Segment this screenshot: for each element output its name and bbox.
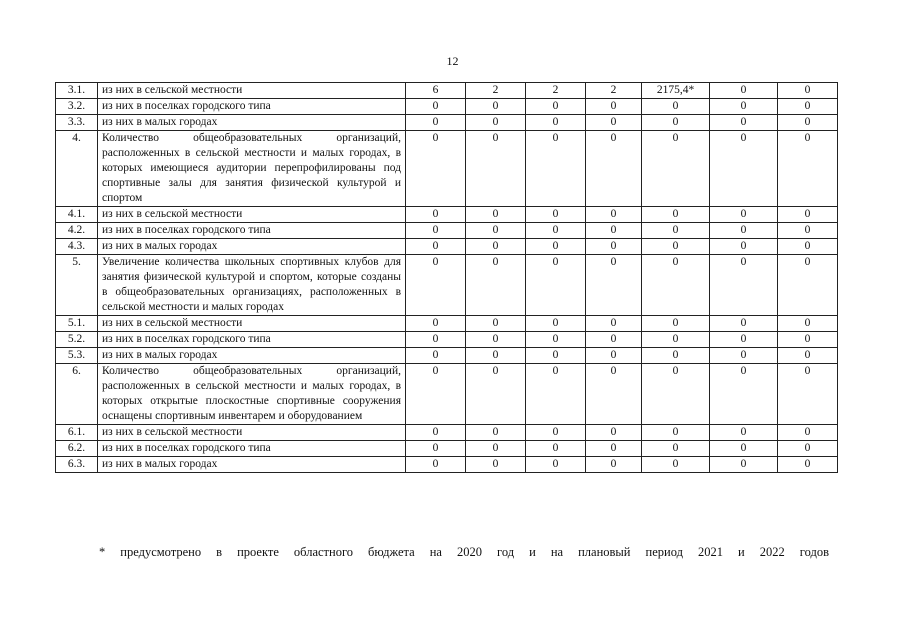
row-indicator-text: из них в малых городах	[98, 457, 406, 473]
row-value-cell: 0	[466, 239, 526, 255]
row-value-cell: 0	[778, 223, 838, 239]
row-number: 6.3.	[56, 457, 98, 473]
row-number: 6.2.	[56, 441, 98, 457]
table-row	[56, 239, 838, 255]
row-value-cell: 0	[778, 255, 838, 316]
row-value-cell: 0	[526, 255, 586, 316]
row-value-cell: 0	[466, 223, 526, 239]
table-body	[56, 83, 838, 473]
row-value-cell: 0	[778, 425, 838, 441]
row-indicator-text: из них в сельской местности	[98, 316, 406, 332]
row-value-cell: 0	[526, 425, 586, 441]
row-indicator-text: из них в малых городах	[98, 115, 406, 131]
row-value-cell: 0	[466, 441, 526, 457]
row-indicator-text: из них в малых городах	[98, 348, 406, 364]
row-value-cell: 0	[710, 348, 778, 364]
row-value-cell: 0	[642, 223, 710, 239]
row-value-cell: 0	[586, 131, 642, 207]
row-value-cell: 0	[710, 441, 778, 457]
row-value-cell: 0	[710, 207, 778, 223]
table-row	[56, 255, 838, 316]
row-value-cell: 0	[526, 223, 586, 239]
row-indicator-text: из них в поселках городского типа	[98, 441, 406, 457]
row-value-cell: 2175,4*	[642, 83, 710, 99]
row-value-cell: 0	[406, 223, 466, 239]
row-indicator-text: Количество общеобразовательных организаций, расположенных в сельской местности и малых городах, в которых имеющиеся аудитории перепрофилированы под спортивные залы для занятия физической культурой и спортом	[98, 131, 406, 207]
row-value-cell: 0	[778, 441, 838, 457]
row-value-cell: 0	[586, 441, 642, 457]
row-value-cell: 0	[642, 425, 710, 441]
row-value-cell: 0	[526, 316, 586, 332]
row-value-cell: 0	[586, 425, 642, 441]
row-value-cell: 0	[710, 83, 778, 99]
table-row	[56, 457, 838, 473]
row-number: 6.1.	[56, 425, 98, 441]
row-value-cell: 2	[526, 83, 586, 99]
row-value-cell: 0	[406, 332, 466, 348]
row-value-cell: 0	[466, 425, 526, 441]
row-value-cell: 0	[466, 332, 526, 348]
row-value-cell: 0	[406, 115, 466, 131]
row-value-cell: 0	[586, 223, 642, 239]
table-row	[56, 99, 838, 115]
table-row	[56, 83, 838, 99]
row-value-cell: 0	[466, 99, 526, 115]
row-indicator-text: Увеличение количества школьных спортивных клубов для занятия физической культурой и спортом, которые созданы в общеобразовательных организациях, расположенных в сельской местности и малых городах	[98, 255, 406, 316]
row-value-cell: 0	[586, 364, 642, 425]
row-value-cell: 0	[466, 348, 526, 364]
row-value-cell: 0	[778, 83, 838, 99]
row-value-cell: 2	[466, 83, 526, 99]
row-value-cell: 0	[466, 457, 526, 473]
row-value-cell: 0	[406, 348, 466, 364]
row-value-cell: 0	[642, 316, 710, 332]
row-value-cell: 0	[642, 441, 710, 457]
table-row	[56, 364, 838, 425]
row-value-cell: 0	[642, 457, 710, 473]
row-value-cell: 0	[710, 99, 778, 115]
row-value-cell: 0	[642, 207, 710, 223]
row-number: 4.3.	[56, 239, 98, 255]
row-value-cell: 0	[710, 425, 778, 441]
row-indicator-text: из них в поселках городского типа	[98, 99, 406, 115]
row-value-cell: 0	[466, 115, 526, 131]
row-value-cell: 0	[526, 348, 586, 364]
row-value-cell: 0	[526, 131, 586, 207]
row-value-cell: 0	[526, 457, 586, 473]
row-value-cell: 0	[642, 99, 710, 115]
row-value-cell: 0	[406, 207, 466, 223]
row-number: 4.1.	[56, 207, 98, 223]
row-value-cell: 0	[642, 115, 710, 131]
row-value-cell: 0	[710, 115, 778, 131]
row-value-cell: 0	[710, 239, 778, 255]
footnote: * предусмотрено в проекте областного бюджета на 2020 год и на плановый период 2021 и 2022 годов	[99, 545, 829, 559]
indicator-table	[55, 82, 838, 473]
row-value-cell: 0	[466, 316, 526, 332]
row-number: 3.2.	[56, 99, 98, 115]
row-value-cell: 0	[778, 99, 838, 115]
row-number: 5.	[56, 255, 98, 316]
row-number: 4.	[56, 131, 98, 207]
row-value-cell: 0	[586, 316, 642, 332]
row-indicator-text: из них в поселках городского типа	[98, 332, 406, 348]
row-value-cell: 0	[406, 316, 466, 332]
row-value-cell: 0	[710, 316, 778, 332]
row-value-cell: 0	[526, 115, 586, 131]
row-value-cell: 0	[710, 223, 778, 239]
row-value-cell: 0	[642, 364, 710, 425]
row-number: 6.	[56, 364, 98, 425]
row-value-cell: 0	[586, 99, 642, 115]
row-value-cell: 0	[586, 239, 642, 255]
row-value-cell: 0	[778, 207, 838, 223]
row-indicator-text: из них в сельской местности	[98, 207, 406, 223]
table-row	[56, 115, 838, 131]
row-value-cell: 0	[778, 364, 838, 425]
table-row	[56, 131, 838, 207]
row-value-cell: 6	[406, 83, 466, 99]
row-value-cell: 0	[586, 115, 642, 131]
row-indicator-text: из них в сельской местности	[98, 425, 406, 441]
row-value-cell: 0	[406, 131, 466, 207]
row-value-cell: 0	[466, 255, 526, 316]
row-value-cell: 0	[778, 131, 838, 207]
row-value-cell: 0	[586, 207, 642, 223]
table-row	[56, 425, 838, 441]
table-row	[56, 223, 838, 239]
row-value-cell: 0	[778, 316, 838, 332]
row-indicator-text: из них в поселках городского типа	[98, 223, 406, 239]
page-number: 12	[446, 54, 459, 68]
row-number: 4.2.	[56, 223, 98, 239]
row-number: 5.2.	[56, 332, 98, 348]
table-row	[56, 441, 838, 457]
row-value-cell: 0	[710, 131, 778, 207]
row-value-cell: 0	[466, 207, 526, 223]
row-value-cell: 0	[778, 457, 838, 473]
row-value-cell: 0	[406, 364, 466, 425]
row-value-cell: 0	[526, 239, 586, 255]
row-value-cell: 0	[778, 332, 838, 348]
table-row	[56, 207, 838, 223]
row-value-cell: 0	[586, 348, 642, 364]
table-row	[56, 332, 838, 348]
row-value-cell: 0	[526, 441, 586, 457]
row-value-cell: 0	[642, 348, 710, 364]
row-value-cell: 2	[586, 83, 642, 99]
row-value-cell: 0	[526, 332, 586, 348]
row-indicator-text: из них в сельской местности	[98, 83, 406, 99]
row-value-cell: 0	[406, 99, 466, 115]
row-value-cell: 0	[526, 99, 586, 115]
row-value-cell: 0	[642, 332, 710, 348]
row-value-cell: 0	[406, 457, 466, 473]
row-indicator-text: из них в малых городах	[98, 239, 406, 255]
row-number: 3.1.	[56, 83, 98, 99]
row-value-cell: 0	[642, 239, 710, 255]
row-value-cell: 0	[406, 239, 466, 255]
row-number: 3.3.	[56, 115, 98, 131]
row-value-cell: 0	[586, 457, 642, 473]
row-value-cell: 0	[466, 131, 526, 207]
row-number: 5.3.	[56, 348, 98, 364]
row-value-cell: 0	[642, 131, 710, 207]
row-value-cell: 0	[526, 207, 586, 223]
row-value-cell: 0	[710, 255, 778, 316]
row-value-cell: 0	[778, 115, 838, 131]
row-indicator-text: Количество общеобразовательных организаций, расположенных в сельской местности и малых городах, в которых открытые плоскостные спортивные сооружения оснащены спортивным инвентарем и оборудованием	[98, 364, 406, 425]
row-value-cell: 0	[642, 255, 710, 316]
table-row	[56, 348, 838, 364]
row-value-cell: 0	[778, 239, 838, 255]
row-value-cell: 0	[710, 457, 778, 473]
row-value-cell: 0	[586, 255, 642, 316]
row-value-cell: 0	[526, 364, 586, 425]
row-value-cell: 0	[406, 441, 466, 457]
row-value-cell: 0	[586, 332, 642, 348]
row-value-cell: 0	[710, 364, 778, 425]
row-value-cell: 0	[406, 255, 466, 316]
row-value-cell: 0	[778, 348, 838, 364]
row-number: 5.1.	[56, 316, 98, 332]
row-value-cell: 0	[406, 425, 466, 441]
table-row	[56, 316, 838, 332]
row-value-cell: 0	[710, 332, 778, 348]
row-value-cell: 0	[466, 364, 526, 425]
